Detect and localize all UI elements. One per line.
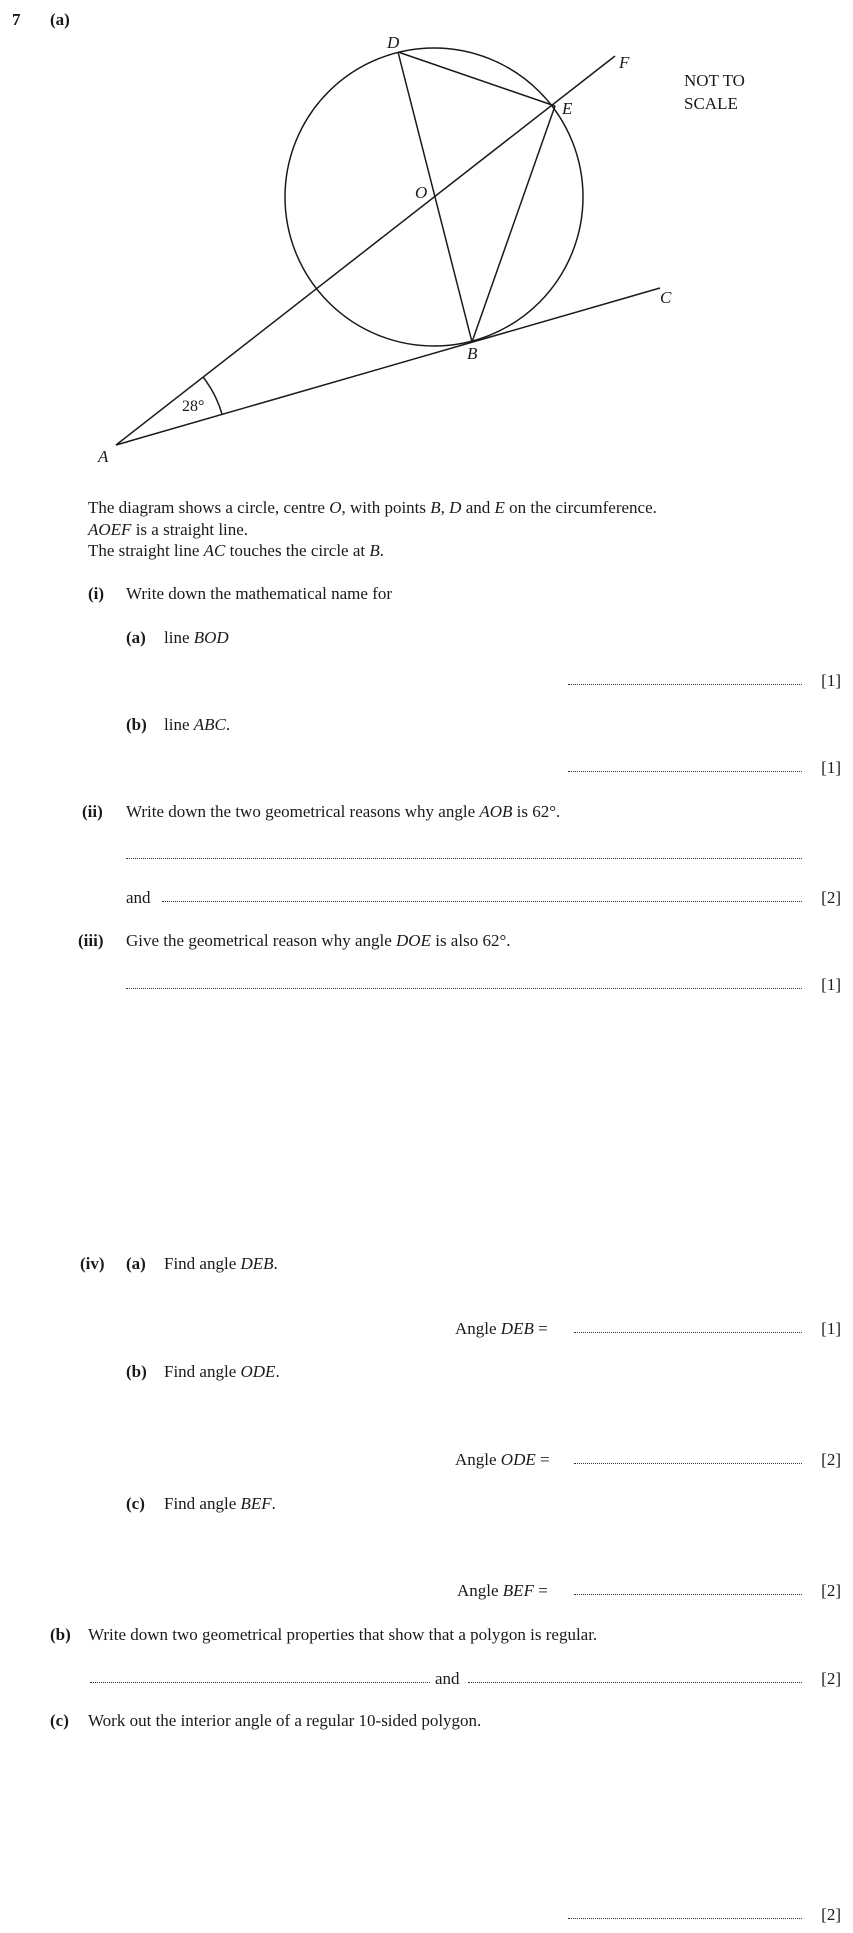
part-b-and: and: [435, 1669, 460, 1688]
part-iv-label: (iv): [80, 1254, 105, 1273]
answer-line-iv-b[interactable]: [574, 1463, 802, 1464]
answer-line-b-2[interactable]: [468, 1682, 802, 1683]
answer-label-iv-b: Angle ODE =: [455, 1450, 550, 1469]
part-i-text: Write down the mathematical name for: [126, 584, 393, 603]
part-c-text: Work out the interior angle of a regular 10-sided polygon.: [88, 1711, 482, 1730]
answer-line-ii-2[interactable]: [162, 901, 802, 902]
point-label-a: A: [98, 447, 109, 466]
part-ii-label: (ii): [82, 802, 103, 821]
question-number: 7: [12, 10, 21, 29]
point-label-c: C: [660, 288, 672, 307]
part-c-label: (c): [50, 1711, 69, 1730]
mark-i-b: [1]: [821, 758, 841, 777]
mark-iii: [1]: [821, 975, 841, 994]
part-iv-b-label: (b): [126, 1362, 147, 1381]
answer-label-iv-a: Angle DEB =: [455, 1319, 548, 1338]
answer-line-c[interactable]: [568, 1918, 802, 1919]
line-db: [398, 52, 472, 342]
note-line-1: NOT TO: [684, 71, 745, 90]
part-i-label: (i): [88, 584, 105, 603]
point-label-b: B: [467, 344, 478, 363]
mark-iv-a: [1]: [821, 1319, 841, 1338]
part-iv-c-label: (c): [126, 1494, 145, 1513]
mark-ii: [2]: [821, 888, 841, 907]
mark-c: [2]: [821, 1905, 841, 1924]
angle-label: 28°: [182, 398, 205, 415]
answer-line-b-1[interactable]: [90, 1682, 430, 1683]
part-b-text: Write down two geometrical properties that show that a polygon is regular.: [88, 1625, 598, 1644]
answer-line-i-a[interactable]: [568, 684, 802, 685]
part-i-b-label: (b): [126, 715, 147, 734]
note-line-2: SCALE: [684, 94, 738, 113]
line-eb: [472, 106, 555, 342]
answer-line-i-b[interactable]: [568, 771, 802, 772]
angle-arc: [203, 377, 222, 414]
mark-i-a: [1]: [821, 671, 841, 690]
part-iii-label: (iii): [78, 931, 104, 950]
circle-diagram: [0, 0, 853, 470]
part-ii-text: Write down the two geometrical reasons why angle AOB is 62°.: [126, 802, 561, 821]
point-label-f: F: [619, 53, 630, 72]
answer-line-ii-1[interactable]: [126, 858, 802, 859]
part-a-label: (a): [50, 10, 70, 29]
line-abc: [116, 288, 660, 445]
part-i-b-text: line ABC.: [164, 715, 231, 734]
intro-line-3: The straight line AC touches the circle at B.: [88, 541, 385, 560]
part-iv-a-text: Find angle DEB.: [164, 1254, 278, 1273]
answer-line-iv-a[interactable]: [574, 1332, 802, 1333]
line-de: [398, 52, 555, 106]
part-b-label: (b): [50, 1625, 71, 1644]
part-i-a-text: line BOD: [164, 628, 229, 647]
part-iv-c-text: Find angle BEF.: [164, 1494, 276, 1513]
part-i-a-label: (a): [126, 628, 146, 647]
line-aoef: [116, 56, 615, 445]
intro-line-2: AOEF is a straight line.: [88, 520, 249, 539]
answer-line-iv-c[interactable]: [574, 1594, 802, 1595]
point-label-o: O: [415, 183, 428, 202]
mark-b: [2]: [821, 1669, 841, 1688]
mark-iv-b: [2]: [821, 1450, 841, 1469]
mark-iv-c: [2]: [821, 1581, 841, 1600]
point-label-d: D: [387, 33, 400, 52]
part-iv-a-label: (a): [126, 1254, 146, 1273]
part-ii-and: and: [126, 888, 151, 907]
intro-line-1: The diagram shows a circle, centre O, with points B, D and E on the circumference.: [88, 498, 657, 517]
point-label-e: E: [562, 99, 573, 118]
answer-label-iv-c: Angle BEF =: [457, 1581, 548, 1600]
part-iii-text: Give the geometrical reason why angle DOE is also 62°.: [126, 931, 511, 950]
answer-line-iii[interactable]: [126, 988, 802, 989]
part-iv-b-text: Find angle ODE.: [164, 1362, 280, 1381]
